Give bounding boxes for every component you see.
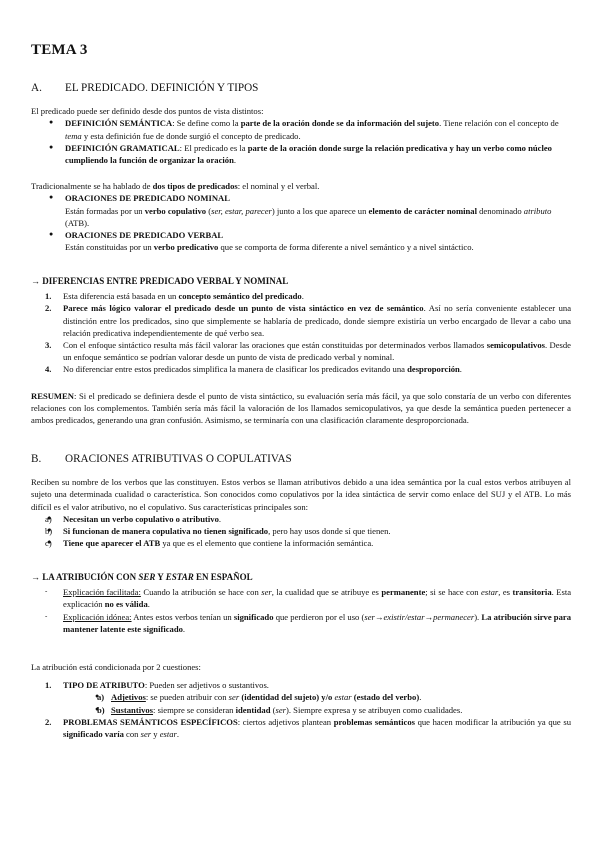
list-item: ● b) Sustantivos: siempre se consideran identidad (ser). Siempre expresa y se atribuyen como cualidades. [111,704,571,716]
section-b-intro: Reciben su nombre de los verbos que las constituyen. Estos verbos se llaman atributivos debido a una idea semántica por la cual estos verbos atribuyen al sujeto una determinada cualidad o característica. Son conocidos como copulativos por la idea sintáctica de servir como enlace del SUJ y el ATB. Lo más difícil es el valor atributivo, no el copulativo. Sus características principales son: [31,477,571,512]
attribute-types-list [63,691,571,715]
list-item: ● DEFINICIÓN SEMÁNTICA: Se define como la parte de la oración donde se da información del sujeto. Tiene relación con el concepto de tema y esta definición fue de donde surgió el concepto de predicado. [65,117,571,141]
list-item: ● ORACIONES DE PREDICADO NOMINAL Están formadas por un verbo copulativo (ser, estar, parecer) junto a los que aparece un elemento de carácter nominal denominado atributo (ATB). [65,192,571,229]
list-item: ● ORACIONES DE PREDICADO VERBAL Están constituidas por un verbo predicativo que se comporta de forma diferente a nivel semántico y a nivel sintáctico. [65,229,571,253]
list-item: 2. Parece más lógico valorar el predicado desde un punto de vista sintáctico en vez de semántico. Así no sería conveniente establecer una distinción entre los predicados, sino que simplemente se hablaría de predicado, donde siempre existiría un verbo encargado de llevar a cabo una relación predicativa independientemente de qué verbo sea. [45,303,572,338]
attribution-heading: → LA ATRIBUCIÓN CON SER Y ESTAR EN ESPAÑOL [31,572,253,583]
list-item: ● a) Adjetivos: se pueden atribuir con ser (identidad del sujeto) y/o estar (estado del verbo). [111,691,571,703]
list-item: 1. TIPO DE ATRIBUTO: Pueden ser adjetivos o sustantivos. ● a) Adjetivos: se pueden atribuir con ser (identidad del sujeto) y/o estar (estado del verbo). ● b) Sustantivos: siempre se consideran identidad (ser). Siempre expresa y se atribuyen como cualidades. [63,679,571,716]
differences-heading: → DIFERENCIAS ENTRE PREDICADO VERBAL Y NOMINAL [31,276,289,287]
list-item: ● DEFINICIÓN GRAMATICAL: El predicado es la parte de la oración donde surge la relación predicativa y hay un verbo como núcleo cumpliendo la función de organizar la oración. [65,142,571,166]
list-item: 3. Con el enfoque sintáctico resulta más fácil valorar las oraciones que están constituidas por determinados verbos llamados semicopulativos. Desde un enfoque semántico se podrían valorar desde un punto de vista de predicado verbal y nominal. [45,340,572,363]
list-item: ● a) Necesitan un verbo copulativo o atributivo. [63,513,571,525]
list-item: 2. PROBLEMAS SEMÁNTICOS ESPECÍFICOS: ciertos adjetivos plantean problemas semánticos que hacen modificar la atribución ya que su significado varía con ser y estar. [45,716,572,739]
traditional-types-text: Tradicionalmente se ha hablado de dos tipos de predicados: el nominal y el verbal. [31,181,320,192]
predicate-types-list [31,192,571,253]
definition-list [31,117,571,166]
characteristics-list [31,513,571,550]
summary-paragraph: RESUMEN: Si el predicado se definiera desde el punto de vista sintáctico, su evaluación sería más fácil, ya que solo constaría de un verbo con diferentes relaciones con los complementos. También sería más fácil la valoración de los llamados semicopulativos, ya que desde la semántica pueden pertenecer a ambos predicados, generando una gran confusión. Asimismo, se terminaría con una clasificación claramente desproporcionada. [31,390,571,426]
conditions-list [31,679,571,740]
section-a-title: EL PREDICADO. DEFINICIÓN Y TIPOS [65,82,259,95]
list-item: 1. Esta diferencia está basada en un concepto semántico del predicado. [45,291,304,302]
list-item: - Explicación idónea: Antes estos verbos tenían un significado que perdieron por el uso (ser→existir/estar→permanecer). La atribución sirve para mantener latente este significado. [63,611,571,635]
section-a-heading [31,81,571,97]
explanations-list [31,586,571,635]
section-b-heading [31,452,571,468]
conditions-intro: La atribución está condicionada por 2 cuestiones: [31,661,201,672]
section-b-title: ORACIONES ATRIBUTIVAS O COPULATIVAS [65,453,292,466]
section-a-intro: El predicado puede ser definido desde dos puntos de vista distintos: [31,106,264,117]
differences-list [31,290,571,375]
list-item: ● b) Si funcionan de manera copulativa no tienen significado, pero hay usos donde sí que tienen. [63,525,571,537]
document-page [31,40,571,740]
list-item: - Explicación facilitada: Cuando la atribución se hace con ser, la cualidad que se atribuye es permanente; si se hace con estar, es transitoria. Esta explicación no es válida. [63,586,571,610]
section-a-letter: A. [31,82,42,95]
list-item: 4. No diferenciar entre estos predicados simplifica la manera de clasificar los predicados evitando una desproporción. [45,364,462,375]
page-title: TEMA 3 [31,42,88,58]
list-item: ● c) Tiene que aparecer el ATB ya que es el elemento que contiene la información semántica. [63,537,571,549]
section-b-letter: B. [31,453,42,466]
